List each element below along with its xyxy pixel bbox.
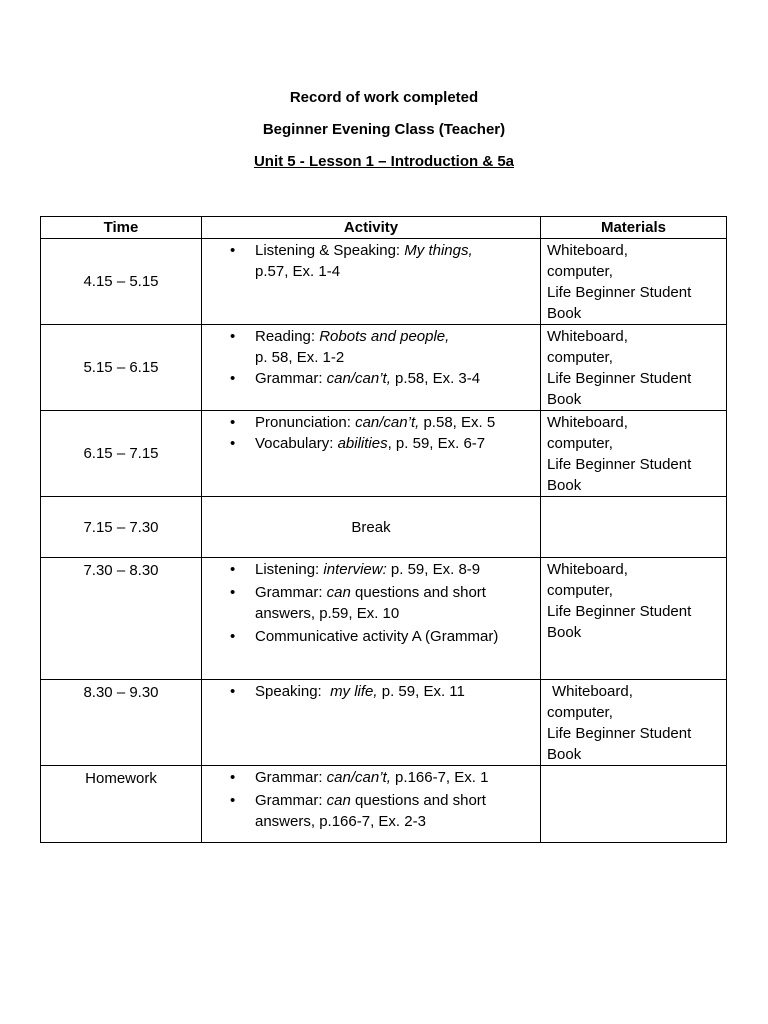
activity-cell	[202, 239, 541, 325]
materials-cell: Whiteboard, computer, Life Beginner Student Book	[541, 411, 727, 497]
time-cell: 7.15 – 7.30	[41, 497, 202, 558]
activity-item: • Listening: interview: p. 59, Ex. 8-9	[255, 559, 540, 580]
activity-cell	[202, 558, 541, 680]
materials-cell: Whiteboard, computer, Life Beginner Student Book	[541, 239, 727, 325]
activity-cell	[202, 325, 541, 411]
table-header-row	[41, 217, 727, 239]
time-cell: 5.15 – 6.15	[41, 325, 202, 411]
table-row	[41, 680, 727, 766]
break-cell: Break	[202, 497, 541, 558]
activity-item: • Grammar: can/can’t, p.166-7, Ex. 1	[255, 767, 540, 788]
table-row	[41, 766, 727, 843]
column-header-activity: Activity	[202, 217, 541, 239]
materials-cell: Whiteboard, computer, Life Beginner Student Book	[541, 680, 727, 766]
time-cell: 4.15 – 5.15	[41, 239, 202, 325]
table-row	[41, 239, 727, 325]
table-row	[41, 497, 727, 558]
activity-item: • Reading: Robots and people, p. 58, Ex. 1-2	[255, 326, 540, 368]
materials-cell-empty	[541, 766, 727, 843]
column-header-materials: Materials	[541, 217, 727, 239]
activity-item: • Communicative activity A (Grammar)	[255, 626, 540, 647]
column-header-time: Time	[41, 217, 202, 239]
activity-item: • Vocabulary: abilities, p. 59, Ex. 6-7	[255, 433, 540, 454]
activity-item: • Grammar: can/can’t, p.58, Ex. 3-4	[255, 368, 540, 389]
materials-cell-empty	[541, 497, 727, 558]
table-row	[41, 411, 727, 497]
activity-item: • Speaking: my life, p. 59, Ex. 11	[255, 681, 540, 702]
time-cell: 7.30 – 8.30	[41, 558, 202, 680]
table-row	[41, 558, 727, 680]
record-table	[40, 216, 727, 843]
class-name: Beginner Evening Class (Teacher)	[262, 121, 506, 138]
time-cell: 8.30 – 9.30	[41, 680, 202, 766]
activity-item: • Listening & Speaking: My things, p.57, Ex. 1-4	[255, 240, 540, 282]
activity-cell	[202, 766, 541, 843]
activity-item: • Pronunciation: can/can’t, p.58, Ex. 5	[255, 412, 540, 433]
activity-item: • Grammar: can questions and short answers, p.166-7, Ex. 2-3	[255, 790, 540, 832]
unit-lesson-heading: Unit 5 - Lesson 1 – Introduction & 5a	[253, 153, 515, 170]
activity-cell	[202, 680, 541, 766]
activity-item: • Grammar: can questions and short answers, p.59, Ex. 10	[255, 582, 540, 624]
materials-cell: Whiteboard, computer, Life Beginner Student Book	[541, 558, 727, 680]
time-cell: Homework	[41, 766, 202, 843]
materials-cell: Whiteboard, computer, Life Beginner Student Book	[541, 325, 727, 411]
document-title: Record of work completed	[289, 89, 479, 106]
activity-cell	[202, 411, 541, 497]
table-row	[41, 325, 727, 411]
time-cell: 6.15 – 7.15	[41, 411, 202, 497]
